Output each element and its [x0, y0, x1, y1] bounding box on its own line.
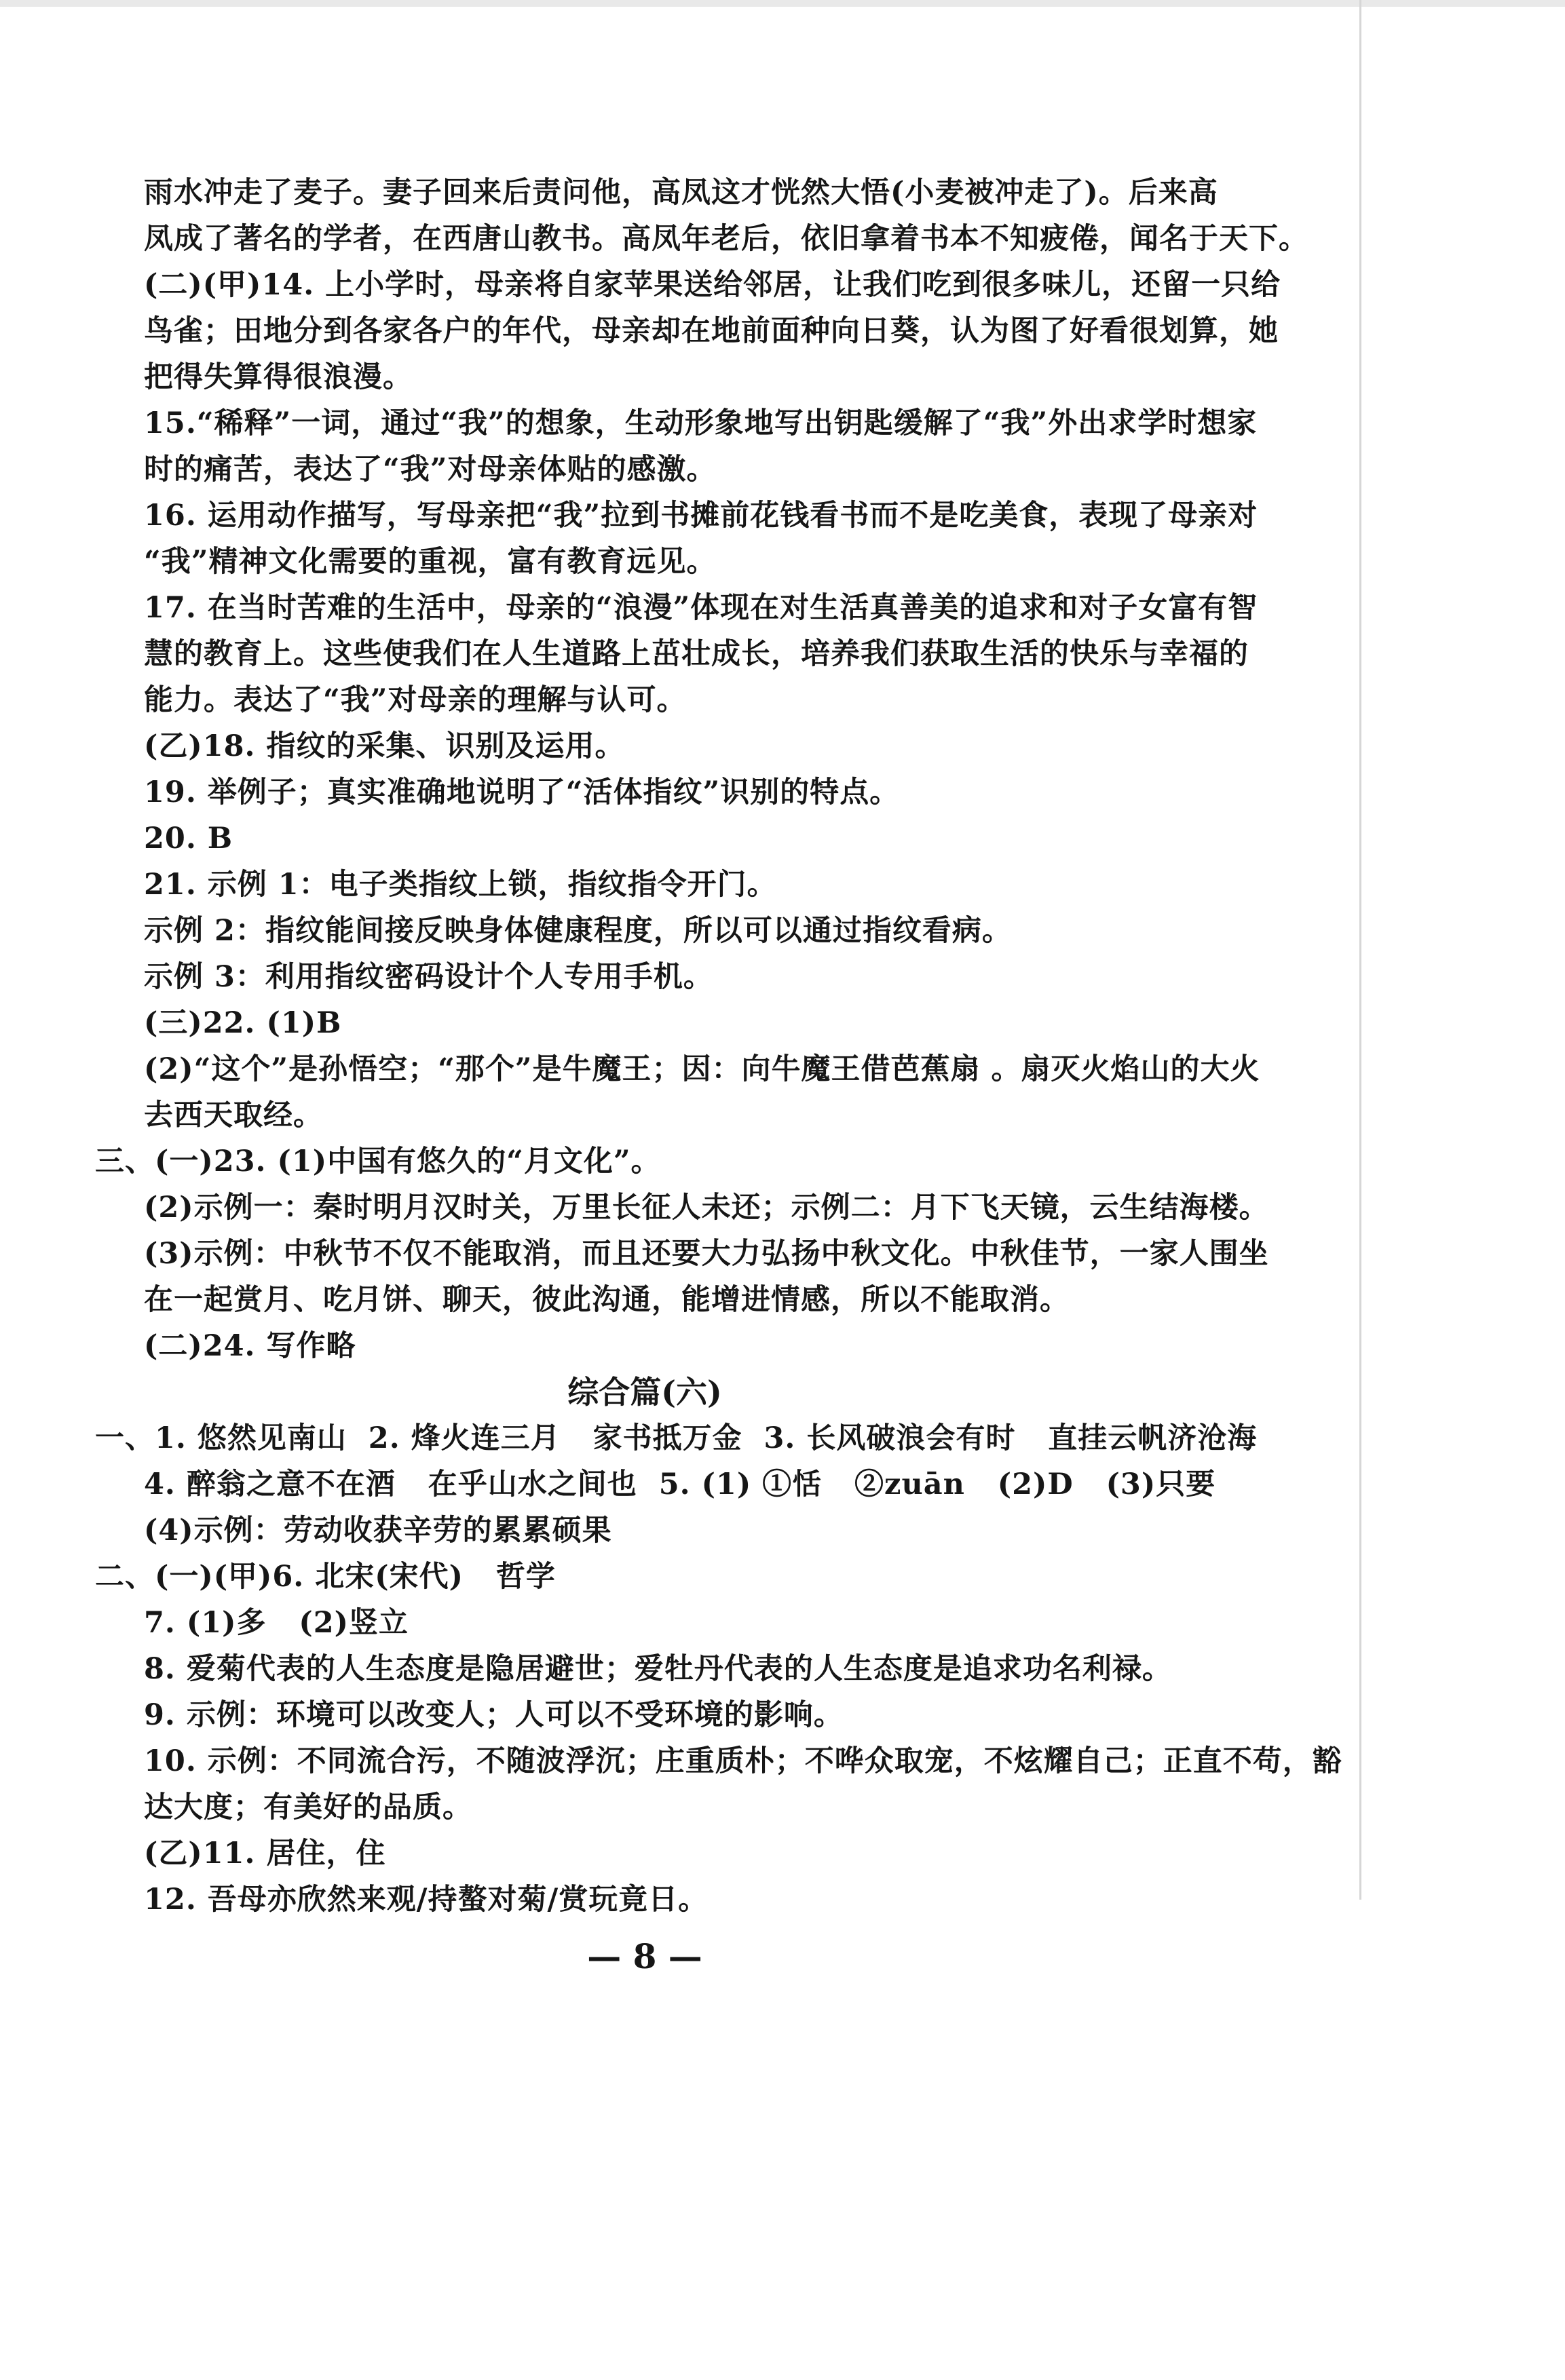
text-line: 示例 3：利用指纹密码设计个人专用手机。 [144, 960, 713, 994]
text-line: 三、(一)23. (1)中国有悠久的“月文化”。 [95, 1145, 661, 1178]
text-line: 在一起赏月、吃月饼、聊天，彼此沟通，能增进情感，所以不能取消。 [144, 1283, 1070, 1317]
text-line: 达大度；有美好的品质。 [144, 1790, 472, 1824]
text-line: 12. 吾母亦欣然来观/持螯对菊/赏玩竟日。 [144, 1883, 709, 1917]
text-line: 能力。表达了“我”对母亲的理解与认可。 [144, 683, 687, 717]
text-line: 雨水冲走了麦子。妻子回来后责问他，高凤这才恍然大悟(小麦被冲走了)。后来高 [144, 176, 1218, 210]
text-line: (三)22. (1)B [144, 1006, 342, 1040]
text-line: 时的痛苦，表达了“我”对母亲体贴的感激。 [144, 453, 717, 486]
text-line: (2)“这个”是孙悟空；“那个”是牛魔王；因：向牛魔王借芭蕉扇 。扇灭火焰山的大火 [144, 1052, 1260, 1086]
text-line: 把得失算得很浪漫。 [144, 360, 413, 394]
text-line: (3)示例：中秋节不仅不能取消，而且还要大力弘扬中秋文化。中秋佳节，一家人围坐 [144, 1237, 1269, 1271]
text-line: 16. 运用动作描写，写母亲把“我”拉到书摊前花钱看书而不是吃美食，表现了母亲对 [144, 499, 1258, 533]
section-title: 综合篇(六) [567, 1374, 722, 1410]
scan-edge [0, 0, 1565, 7]
text-line: “我”精神文化需要的重视，富有教育远见。 [144, 545, 717, 579]
text-line: 8. 爱菊代表的人生态度是隐居避世；爱牡丹代表的人生态度是追求功名利禄。 [144, 1652, 1172, 1686]
text-line: 一、1. 悠然见南山 2. 烽火连三月 家书抵万金 3. 长风破浪会有时 直挂云帆济沧海 [95, 1421, 1258, 1455]
scan-edge [1359, 0, 1361, 1900]
text-line: 去西天取经。 [144, 1098, 323, 1132]
text-line: 7. (1)多 (2)竖立 [144, 1606, 409, 1640]
text-line: 鸟雀；田地分到各家各户的年代，母亲却在地前面种向日葵，认为图了好看很划算，她 [144, 314, 1279, 348]
text-line: 17. 在当时苦难的生活中，母亲的“浪漫”体现在对生活真善美的追求和对子女富有智 [144, 591, 1258, 625]
text-line: 10. 示例：不同流合污，不随波浮沉；庄重质朴；不哗众取宠，不炫耀自己；正直不苟，豁 [144, 1744, 1342, 1778]
text-line: 21. 示例 1：电子类指纹上锁，指纹指令开门。 [144, 868, 777, 902]
answer-block-bottom [95, 1415, 1342, 1923]
text-line: (二)(甲)14. 上小学时，母亲将自家苹果送给邻居，让我们吃到很多味儿，还留一只给 [144, 268, 1281, 302]
text-line: 4. 醉翁之意不在酒 在乎山水之间也 5. (1) ①恬 ②zuān (2)D (3)只要 [144, 1467, 1216, 1501]
text-line: 二、(一)(甲)6. 北宋(宋代) 哲学 [95, 1560, 556, 1594]
text-line: 慧的教育上。这些使我们在人生道路上茁壮成长，培养我们获取生活的快乐与幸福的 [144, 637, 1249, 671]
text-line: (乙)18. 指纹的采集、识别及运用。 [144, 729, 625, 763]
text-line: 凤成了著名的学者，在西唐山教书。高凤年老后，依旧拿着书本不知疲倦，闻名于天下。 [144, 222, 1308, 256]
text-line: 示例 2：指纹能间接反映身体健康程度，所以可以通过指纹看病。 [144, 914, 1012, 948]
text-line: 19. 举例子；真实准确地说明了“活体指纹”识别的特点。 [144, 775, 900, 809]
text-line: 9. 示例：环境可以改变人；人可以不受环境的影响。 [144, 1698, 844, 1732]
text-line: (4)示例：劳动收获辛劳的累累硕果 [144, 1514, 612, 1548]
text-line: (乙)11. 居住，住 [144, 1837, 386, 1870]
text-line: 15.“稀释”一词，通过“我”的想象，生动形象地写出钥匙缓解了“我”外出求学时想家 [144, 406, 1258, 440]
text-line: (二)24. 写作略 [144, 1329, 356, 1363]
answer-sheet [95, 170, 1342, 1984]
text-line: (2)示例一：秦时明月汉时关，万里长征人未还；示例二：月下飞天镜，云生结海楼。 [144, 1191, 1269, 1225]
page-number: — 8 — [587, 1936, 702, 1976]
answer-block-top [95, 170, 1308, 1369]
text-line: 20. B [144, 822, 233, 856]
